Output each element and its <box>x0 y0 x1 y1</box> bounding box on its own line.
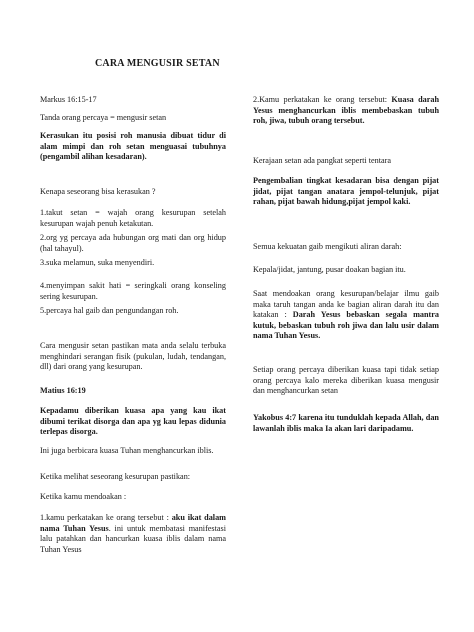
paragraph-setiap: Setiap orang percaya diberikan kuasa tapi tidak setiap orang percaya kalo mereka diberikan kuasa mengusir dan menghancurkan setan <box>253 365 439 396</box>
paragraph-kerasukan: Kerasukan itu posisi roh manusia dibuat tidur di alam mimpi dan roh setan menguasai tubuhnya (pengambil alihan kesadaran). <box>40 131 226 162</box>
paragraph-kenapa: Kenapa seseorang bisa kerasukan ? <box>40 187 156 196</box>
list-item-5: 5.percaya hal gaib dan pengundangan roh. <box>40 306 179 315</box>
paragraph-kerajaan: Kerajaan setan ada pangkat seperti tentara <box>253 156 391 165</box>
paragraph-ketika-mendoakan: Ketika kamu mendoakan : <box>40 492 127 501</box>
saat-bold: Darah Yesus bebaskan segala mantra kutuk, bebaskan tubuh roh jiwa dan lalu usir dalam nama Tuhan Yesus. <box>253 310 439 341</box>
paragraph-ini: Ini juga berbicara kuasa Tuhan menghancurkan iblis. <box>40 446 214 455</box>
paragraph-pengembalian: Pengembalian tingkat kesadaran bisa dengan pijat jidat, pijat tangan anatara jempol-telunjuk, pijat rahan, pijat bawah hidung,pijat jempol kaki. <box>253 176 439 207</box>
document-title: CARA MENGUSIR SETAN <box>95 58 220 69</box>
paragraph-cara: Cara mengusir setan pastikan mata anda selalu terbuka menghindari serangan fisik (pukulan, ludah, tendangan, dll) dari orang yang kesurupan. <box>40 341 226 372</box>
list-item-1: 1.takut setan = wajah orang kesurupan setelah kesurupan wajah penuh ketakutan. <box>40 208 226 228</box>
step-1-prefix: 1.kamu perkatakan ke orang tersebut : <box>40 513 172 522</box>
scripture-ref-markus: Markus 16:15-17 <box>40 95 97 104</box>
step-2-prefix: 2.Kamu perkatakan ke orang tersebut: <box>253 95 392 104</box>
paragraph-kepadamu: Kepadamu diberikan kuasa apa yang kau ikat dibumi terikat disorga dan apa yg kau lepas didunia terlepas disorga. <box>40 406 226 437</box>
list-item-4: 4.menyimpan sakit hati = seringkali orang konseling sering kesurupan. <box>40 281 226 301</box>
paragraph-step-2 <box>253 95 439 127</box>
paragraph-yakobus: Yakobus 4:7 karena itu tunduklah kepada Allah, dan lawanlah iblis maka Ia akan lari daripadamu. <box>253 413 439 433</box>
paragraph-step-1 <box>40 513 226 555</box>
step-1-bold: aku ikat dalam nama Tuhan Yesus <box>40 513 226 533</box>
list-item-2: 2.org yg percaya ada hubungan org mati dan org hidup (hal tahayul). <box>40 233 226 253</box>
paragraph-tanda: Tanda orang percaya = mengusir setan <box>40 113 167 122</box>
step-1-suffix: . ini untuk membatasi manifestasi lalu patahkan dan hancurkan kuasa iblis dalam nama Tuhan Yesus <box>40 523 226 554</box>
paragraph-semua: Semua kekuatan gaib mengikuti aliran darah: <box>253 242 402 251</box>
step-2-bold: Kuasa darah Yesus menghancurkan iblis membebaskan tubuh roh, jiwa, tubuh orang tersebut. <box>253 95 440 126</box>
paragraph-saat <box>253 289 439 342</box>
paragraph-ketika-melihat: Ketika melihat seseorang kesurupan pastikan: <box>40 472 191 481</box>
list-item-3: 3.suka melamun, suka menyendiri. <box>40 258 155 267</box>
paragraph-kepala: Kepala/jidat, jantung, pusar doakan bagian itu. <box>253 265 406 274</box>
saat-prefix: Saat mendoakan orang kesurupan/belajar ilmu gaib maka taruh tangan anda ke bagian aliran darah itu dan katakan : <box>253 289 439 320</box>
scripture-ref-matius: Matius 16:19 <box>40 386 86 395</box>
